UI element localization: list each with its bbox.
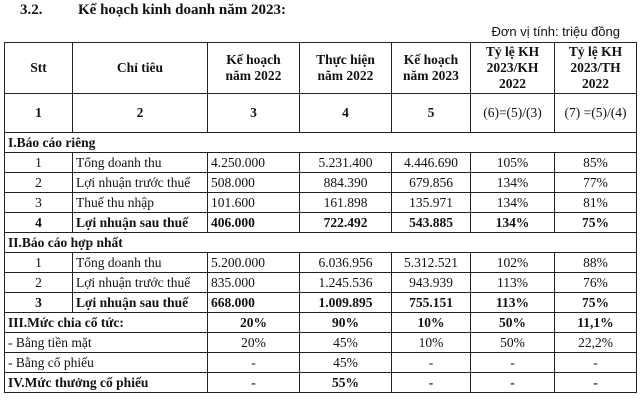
table-cell: 5	[392, 94, 471, 133]
table-cell: -	[392, 353, 471, 373]
section-heading	[20, 2, 286, 19]
table-cell: 3	[5, 293, 73, 313]
table-cell: 135.971	[392, 193, 471, 213]
table-cell: Lợi nhuận trước thuế	[73, 273, 208, 293]
section-label: II.Báo cáo hợp nhất	[5, 233, 637, 253]
table-cell: 4	[5, 213, 73, 233]
table-cell: 134%	[471, 213, 555, 233]
table-cell: 4	[300, 94, 392, 133]
table-cell: 406.000	[208, 213, 300, 233]
table-cell: 3	[5, 193, 73, 213]
table-cell: 50%	[471, 333, 555, 353]
table-cell: 884.390	[300, 173, 392, 193]
table-cell: 90%	[300, 313, 392, 333]
table-cell: 1.009.895	[300, 293, 392, 313]
table-cell: 75%	[555, 213, 637, 233]
table-cell: 2	[5, 173, 73, 193]
table-cell: 22,2%	[555, 333, 637, 353]
table-cell: 543.885	[392, 213, 471, 233]
header-ratio-actual: Tỷ lệ KH 2023/TH 2022	[555, 43, 637, 94]
table-cell: Thuế thu nhập	[73, 193, 208, 213]
table-cell: 134%	[471, 193, 555, 213]
table-cell: 679.856	[392, 173, 471, 193]
table-row	[5, 293, 637, 313]
table-cell: 76%	[555, 273, 637, 293]
table-cell: Lợi nhuận sau thuế	[73, 293, 208, 313]
table-row	[5, 213, 637, 233]
table-row	[5, 193, 637, 213]
table-row	[5, 333, 637, 353]
table-cell: 105%	[471, 153, 555, 173]
table-cell: (6)=(5)/(3)	[471, 94, 555, 133]
table-cell: 102%	[471, 253, 555, 273]
table-cell: 77%	[555, 173, 637, 193]
section-row-consolidated	[5, 233, 637, 253]
table-cell: 85%	[555, 153, 637, 173]
table-cell: 45%	[300, 333, 392, 353]
table-cell: Tổng doanh thu	[73, 253, 208, 273]
table-cell: 134%	[471, 173, 555, 193]
header-row	[5, 43, 637, 94]
table-cell: 722.492	[300, 213, 392, 233]
table-row	[5, 173, 637, 193]
table-cell: 20%	[208, 333, 300, 353]
table-cell: 835.000	[208, 273, 300, 293]
table-cell: IV.Mức thưởng cổ phiếu	[5, 373, 208, 393]
table-row	[5, 153, 637, 173]
section-number: 3.2.	[20, 2, 43, 18]
table-cell: 75%	[555, 293, 637, 313]
column-number-row	[5, 94, 637, 133]
table-cell: Lợi nhuận sau thuế	[73, 213, 208, 233]
table-cell: 55%	[300, 373, 392, 393]
header-actual-2022: Thực hiện năm 2022	[300, 43, 392, 94]
table-cell: 161.898	[300, 193, 392, 213]
table-cell: 5.200.000	[208, 253, 300, 273]
section-title: Kế hoạch kinh doanh năm 2023:	[78, 2, 286, 18]
table-cell: 11,1%	[555, 313, 637, 333]
table-cell: 113%	[471, 273, 555, 293]
table-cell: 10%	[392, 313, 471, 333]
table-cell: 1	[5, 94, 73, 133]
table-cell: 20%	[208, 313, 300, 333]
table-cell: (7) =(5)/(4)	[555, 94, 637, 133]
section-label: I.Báo cáo riêng	[5, 133, 637, 153]
table-cell: -	[555, 353, 637, 373]
table-cell: 4.446.690	[392, 153, 471, 173]
table-cell: 508.000	[208, 173, 300, 193]
header-ratio-plan: Tỷ lệ KH 2023/KH 2022	[471, 43, 555, 94]
business-plan-table	[4, 42, 637, 393]
table-cell: -	[208, 353, 300, 373]
table-cell: 755.151	[392, 293, 471, 313]
header-stt: Stt	[5, 43, 73, 94]
table-cell: 1	[5, 253, 73, 273]
table-cell: - Bằng cổ phiếu	[5, 353, 208, 373]
table-cell: 2	[5, 273, 73, 293]
header-plan-2023: Kế hoạch năm 2023	[392, 43, 471, 94]
table-cell: 88%	[555, 253, 637, 273]
table-cell: 1.245.536	[300, 273, 392, 293]
table-cell: 668.000	[208, 293, 300, 313]
table-cell: 1	[5, 153, 73, 173]
table-row	[5, 313, 637, 333]
header-plan-2022: Kế hoạch năm 2022	[208, 43, 300, 94]
table-row	[5, 273, 637, 293]
table-cell: 6.036.956	[300, 253, 392, 273]
table-cell: 3	[208, 94, 300, 133]
table-row	[5, 373, 637, 393]
table-cell: -	[471, 373, 555, 393]
table-cell: Lợi nhuận trước thuế	[73, 173, 208, 193]
table-cell: 5.231.400	[300, 153, 392, 173]
table-cell: Tổng doanh thu	[73, 153, 208, 173]
table-row	[5, 253, 637, 273]
table-cell: 113%	[471, 293, 555, 313]
table-cell: 5.312.521	[392, 253, 471, 273]
table-cell: 50%	[471, 313, 555, 333]
table-cell: 45%	[300, 353, 392, 373]
table-cell: - Bằng tiền mặt	[5, 333, 208, 353]
table-cell: III.Mức chia cổ tức:	[5, 313, 208, 333]
table-cell: 101.600	[208, 193, 300, 213]
table-cell: -	[471, 353, 555, 373]
table-cell: -	[392, 373, 471, 393]
table-cell: 4.250.000	[208, 153, 300, 173]
table-cell: 943.939	[392, 273, 471, 293]
table-cell: 10%	[392, 333, 471, 353]
table-cell: 81%	[555, 193, 637, 213]
section-row-separate	[5, 133, 637, 153]
unit-note: Đơn vị tính: triệu đồng	[491, 24, 620, 39]
table-row	[5, 353, 637, 373]
table-cell: -	[208, 373, 300, 393]
table-cell: 2	[73, 94, 208, 133]
header-chi-tieu: Chỉ tiêu	[73, 43, 208, 94]
table-cell: -	[555, 373, 637, 393]
